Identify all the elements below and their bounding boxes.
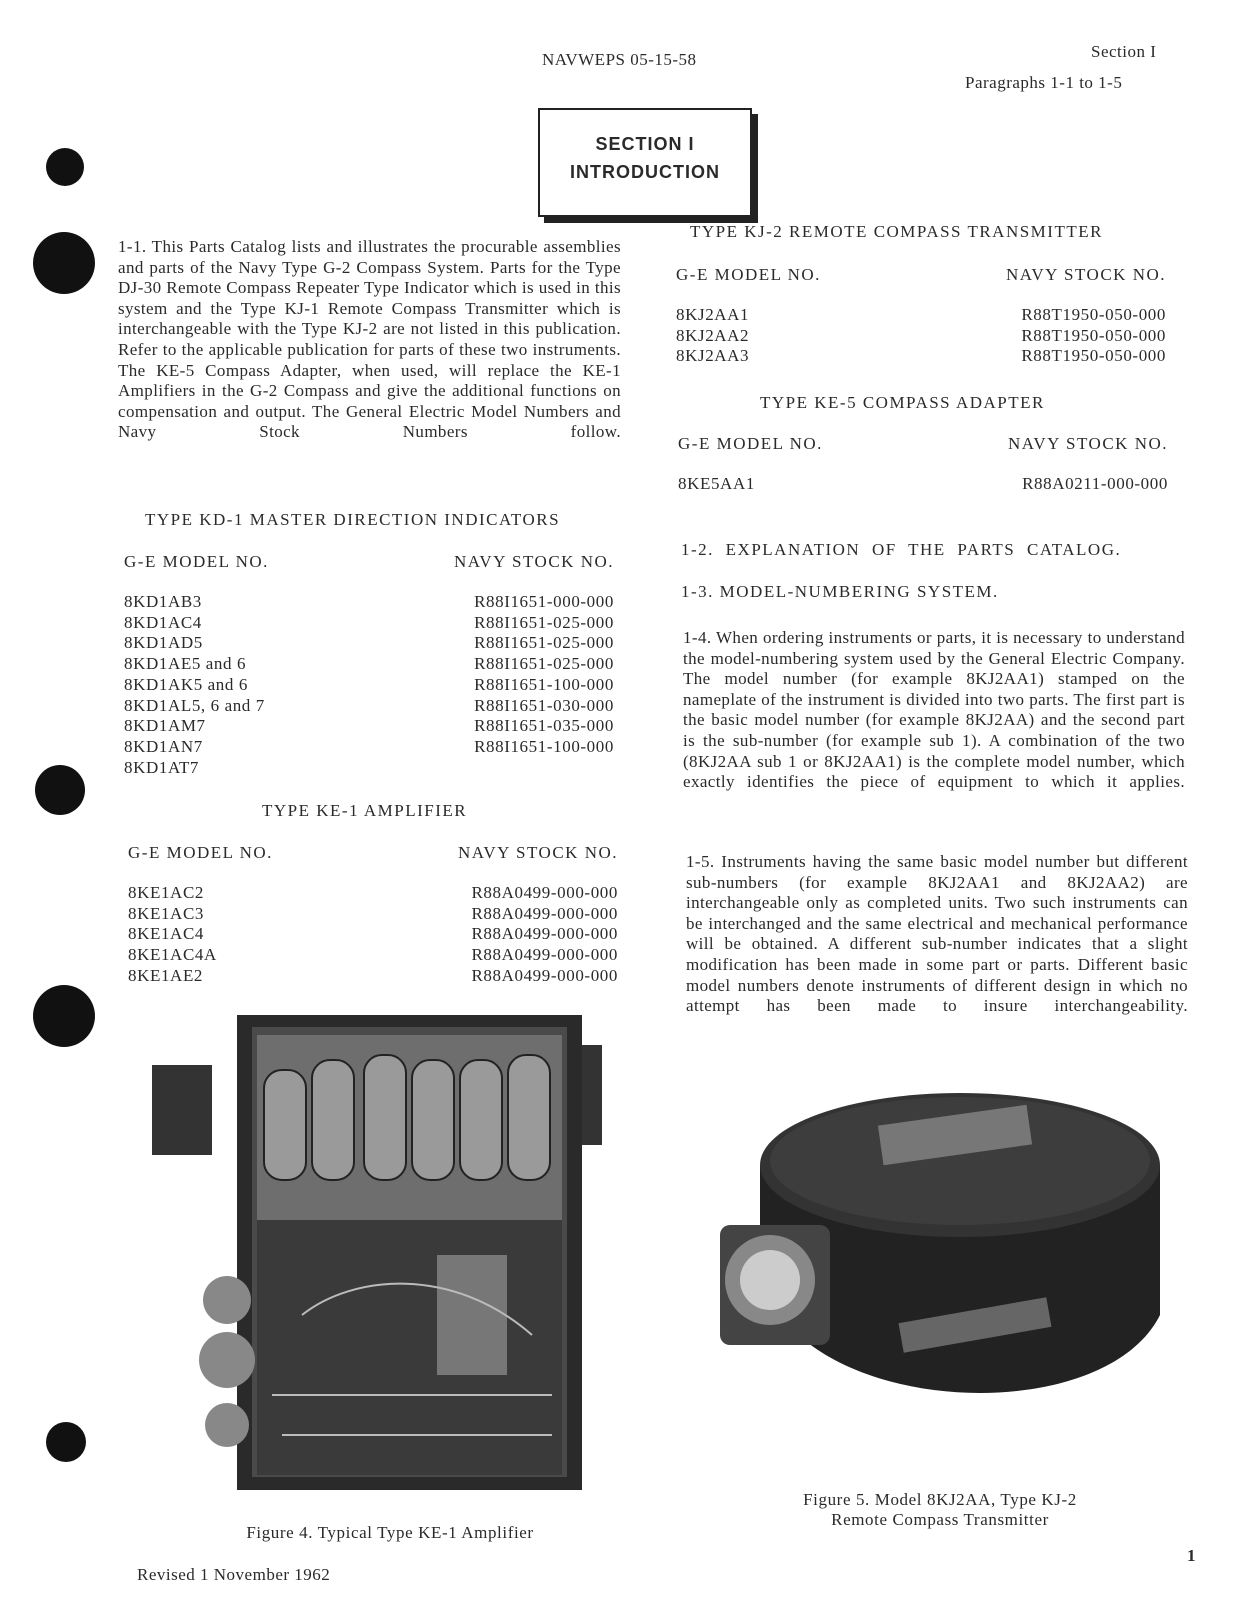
model-number: 8KD1AL5, 6 and 7	[124, 695, 265, 715]
model-number: 8KE1AC2	[128, 883, 204, 902]
binder-hole	[46, 1422, 86, 1462]
stock-number: R88I1651-100-000	[474, 674, 614, 694]
model-number: 8KD1AN7	[124, 736, 203, 756]
table-header	[678, 434, 1180, 454]
column-header-model: G-E MODEL NO.	[676, 265, 821, 284]
stock-number: R88I1651-025-000	[474, 612, 614, 632]
table-row	[128, 966, 630, 987]
stock-number: R88I1651-030-000	[474, 695, 614, 715]
figure-5-transmitter-photo	[720, 1085, 1200, 1455]
section-number: SECTION I	[595, 134, 695, 154]
paragraph-1-1: 1-1. This Parts Catalog lists and illustrates the procurable assemblies and parts of the Navy Type G-2 Compass System. Parts for the Type DJ-30 Remote Compass Repeater Type Indicator which is used in this system and the Type KJ-1 Remote Compass Transmitter which is interchangeable with the Type KJ-2 are not listed in this publication. Refer to the applicable publication for parts of these two instruments. The KE-5 Compass Adapter, when used, will replace the KE-1 Amplifiers in the G-2 Compass and give the additional functions on compensation and output. The General Electric Model Numbers and Navy Stock Numbers follow.	[118, 237, 621, 442]
paragraph-1-3-heading: 1-3. MODEL-NUMBERING SYSTEM.	[681, 582, 999, 601]
model-number: 8KD1AE5 and 6	[124, 654, 247, 674]
column-header-stock: NAVY STOCK NO.	[457, 843, 618, 862]
table-row	[676, 346, 1178, 367]
model-number: 8KJ2AA1	[676, 305, 750, 324]
stock-number: R88A0211-000-000	[1022, 474, 1168, 493]
table-row	[128, 904, 630, 925]
table-row	[678, 474, 1180, 495]
table-header	[124, 552, 626, 572]
table-row	[676, 326, 1178, 347]
table-row	[124, 696, 626, 717]
model-number: 8KE1AC3	[128, 903, 204, 923]
section-label: Section I	[1091, 42, 1157, 61]
binder-hole	[33, 985, 95, 1047]
column-header-model: G-E MODEL NO.	[124, 552, 269, 571]
figure-5-caption-line1: Figure 5. Model 8KJ2AA, Type KJ-2	[803, 1490, 1077, 1509]
model-number: 8KJ2AA3	[676, 346, 750, 366]
model-number: 8KD1AT7	[124, 757, 200, 777]
paragraph-1-5: 1-5. Instruments having the same basic model number but different sub-numbers (for example 8KJ2AA1 and 8KJ2AA2) are interchangeable only as completed units. Two such instruments can be interchanged and the same electrical and mechanical performance will be obtained. A different sub-number indicates that a slight modification has been made in some part or parts. Different basic model numbers denote instruments of different design in which no attempt has been made to insure interchangeability.	[686, 852, 1188, 1016]
column-header-stock: NAVY STOCK NO.	[1005, 265, 1166, 284]
stock-number: R88A0499-000-000	[471, 945, 618, 965]
binder-hole	[33, 232, 95, 294]
revision-date: Revised 1 November 1962	[137, 1565, 331, 1584]
table-row	[128, 924, 630, 945]
paragraphs-label: Paragraphs 1-1 to 1-5	[965, 73, 1123, 92]
section-title: INTRODUCTION	[570, 162, 720, 182]
table-row	[124, 737, 626, 758]
table-row	[124, 675, 626, 696]
table-kj2	[676, 265, 1178, 367]
table-title-kj2: TYPE KJ-2 REMOTE COMPASS TRANSMITTER	[690, 222, 1103, 241]
table-row	[124, 758, 626, 779]
table-row	[124, 654, 626, 675]
stock-number: R88I1651-035-000	[474, 716, 614, 736]
table-row	[124, 592, 626, 613]
model-number: 8KD1AM7	[124, 716, 206, 736]
table-row	[128, 945, 630, 966]
table-header	[676, 265, 1178, 285]
table-row	[124, 716, 626, 737]
model-number: 8KD1AB3	[124, 592, 202, 611]
column-header-stock: NAVY STOCK NO.	[453, 552, 614, 571]
figure-4-caption: Figure 4. Typical Type KE-1 Amplifier	[246, 1523, 534, 1542]
paragraph-1-4: 1-4. When ordering instruments or parts, it is necessary to understand the model-numbering system used by the General Electric Company. The model number (for example 8KJ2AA1) stamped on the nameplate of the instrument is divided into two parts. The first part is the basic model number (for example 8KJ2AA) and the second part is the sub-number (for example sub 1). A combination of the two (8KJ2AA sub 1 or 8KJ2AA1) is the complete model number, which exactly identifies the piece of equipment to which it applies.	[683, 628, 1185, 792]
column-header-stock: NAVY STOCK NO.	[1007, 434, 1168, 453]
stock-number: R88A0499-000-000	[471, 883, 618, 902]
table-ke1	[128, 843, 630, 987]
column-header-model: G-E MODEL NO.	[128, 843, 273, 862]
table-header	[128, 843, 630, 863]
model-number: 8KD1AK5 and 6	[124, 674, 248, 694]
stock-number: R88I1651-025-000	[474, 633, 614, 653]
paragraph-1-2-heading: 1-2. EXPLANATION OF THE PARTS CATALOG.	[681, 540, 1122, 559]
table-row	[124, 613, 626, 634]
page-number: 1	[1187, 1546, 1196, 1565]
section-title-box	[538, 108, 752, 217]
model-number: 8KE1AC4A	[128, 945, 217, 965]
document-number: NAVWEPS 05-15-58	[542, 50, 697, 69]
stock-number: R88A0499-000-000	[471, 924, 618, 944]
stock-number: R88T1950-050-000	[1021, 346, 1166, 366]
binder-hole	[35, 765, 85, 815]
stock-number: R88A0499-000-000	[471, 903, 618, 923]
model-number: 8KD1AC4	[124, 612, 202, 632]
figure-4-amplifier-photo	[152, 1015, 624, 1490]
table-kd1	[124, 552, 626, 778]
table-title-kd1: TYPE KD-1 MASTER DIRECTION INDICATORS	[145, 510, 561, 529]
stock-number: R88I1651-025-000	[474, 654, 614, 674]
figure-5-caption	[750, 1490, 1130, 1530]
model-number: 8KE5AA1	[678, 474, 755, 493]
stock-number: R88T1950-050-000	[1021, 305, 1166, 324]
stock-number: R88T1950-050-000	[1021, 325, 1166, 345]
table-ke5	[678, 434, 1180, 495]
table-title-ke5: TYPE KE-5 COMPASS ADAPTER	[760, 393, 1045, 412]
table-row	[124, 633, 626, 654]
stock-number	[614, 758, 626, 779]
model-number: 8KE1AC4	[128, 924, 204, 944]
stock-number: R88I1651-000-000	[474, 592, 614, 611]
model-number: 8KJ2AA2	[676, 325, 750, 345]
stock-number: R88I1651-100-000	[474, 736, 614, 756]
binder-hole	[46, 148, 84, 186]
column-header-model: G-E MODEL NO.	[678, 434, 823, 453]
table-row	[128, 883, 630, 904]
model-number: 8KD1AD5	[124, 633, 203, 653]
table-row	[676, 305, 1178, 326]
table-title-ke1: TYPE KE-1 AMPLIFIER	[262, 801, 468, 820]
model-number: 8KE1AE2	[128, 965, 204, 985]
stock-number: R88A0499-000-000	[471, 965, 618, 985]
figure-5-caption-line2: Remote Compass Transmitter	[831, 1510, 1049, 1529]
